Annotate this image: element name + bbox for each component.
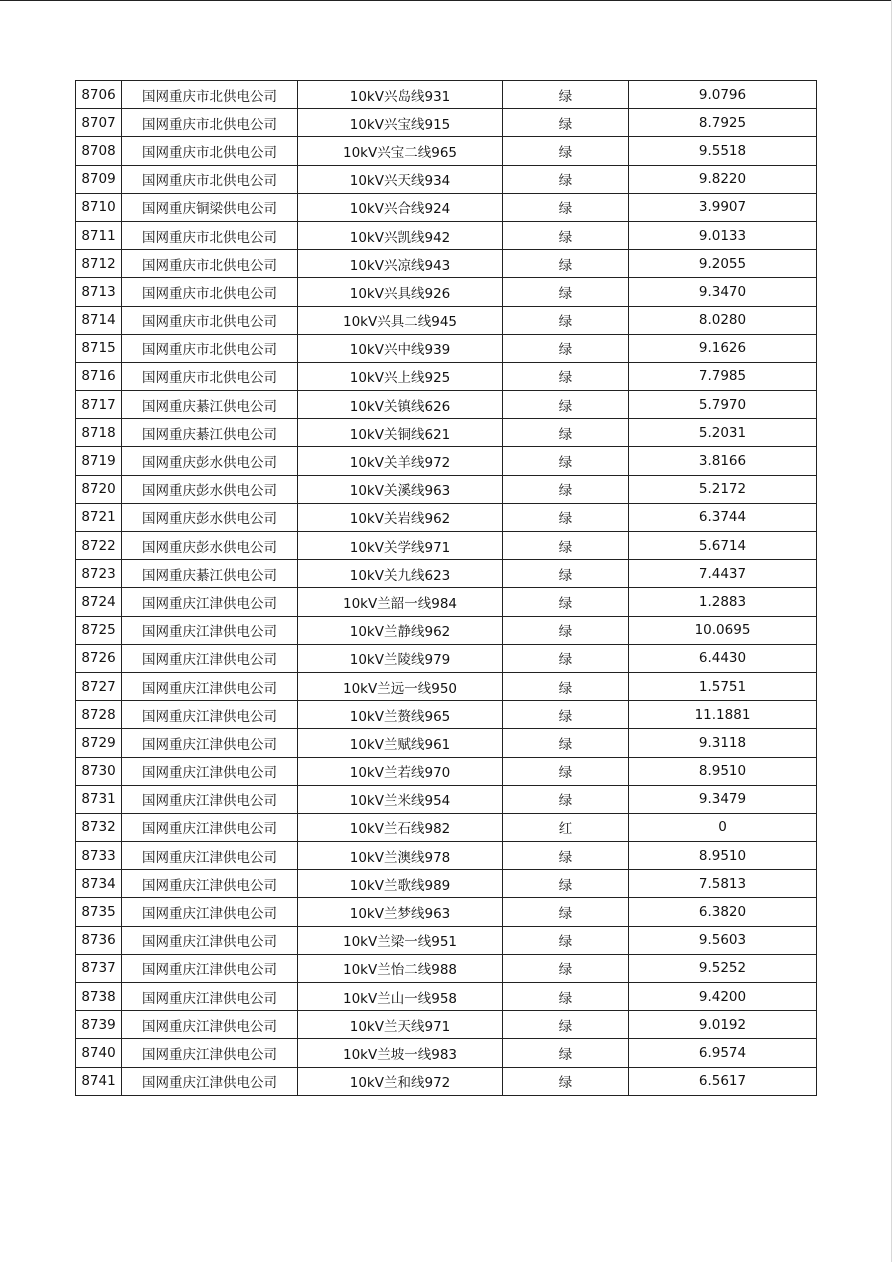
- status-cell: 绿: [503, 165, 629, 193]
- value-cell: 9.3479: [629, 785, 817, 813]
- line-name-cell: 10kV兰石线982: [298, 813, 503, 841]
- company-cell: 国网重庆市北供电公司: [122, 362, 298, 390]
- row-number-cell: 8732: [76, 813, 122, 841]
- status-cell: 绿: [503, 1011, 629, 1039]
- row-number-cell: 8710: [76, 193, 122, 221]
- line-name-cell: 10kV兴合线924: [298, 193, 503, 221]
- status-cell: 绿: [503, 983, 629, 1011]
- value-cell: 1.5751: [629, 672, 817, 700]
- status-cell: 绿: [503, 842, 629, 870]
- table-row: [76, 1067, 817, 1095]
- line-name-cell: 10kV兰梁一线951: [298, 926, 503, 954]
- table-row: [76, 137, 817, 165]
- table-row: [76, 616, 817, 644]
- row-number-cell: 8709: [76, 165, 122, 193]
- row-number-cell: 8736: [76, 926, 122, 954]
- status-cell: 绿: [503, 729, 629, 757]
- row-number-cell: 8712: [76, 250, 122, 278]
- value-cell: 9.5603: [629, 926, 817, 954]
- table-row: [76, 898, 817, 926]
- table-row: [76, 729, 817, 757]
- value-cell: 9.8220: [629, 165, 817, 193]
- company-cell: 国网重庆市北供电公司: [122, 278, 298, 306]
- line-name-cell: 10kV关九线623: [298, 560, 503, 588]
- table-row: [76, 813, 817, 841]
- line-name-cell: 10kV兴宝线915: [298, 109, 503, 137]
- row-number-cell: 8737: [76, 954, 122, 982]
- status-cell: 绿: [503, 954, 629, 982]
- row-number-cell: 8731: [76, 785, 122, 813]
- row-number-cell: 8734: [76, 870, 122, 898]
- value-cell: 9.5518: [629, 137, 817, 165]
- status-cell: 绿: [503, 1039, 629, 1067]
- table-row: [76, 870, 817, 898]
- table-row: [76, 644, 817, 672]
- table-row: [76, 81, 817, 109]
- line-name-cell: 10kV兰和线972: [298, 1067, 503, 1095]
- line-name-cell: 10kV兰米线954: [298, 785, 503, 813]
- status-cell: 绿: [503, 362, 629, 390]
- row-number-cell: 8719: [76, 447, 122, 475]
- line-name-cell: 10kV兰坡一线983: [298, 1039, 503, 1067]
- value-cell: 8.7925: [629, 109, 817, 137]
- table-row: [76, 306, 817, 334]
- company-cell: 国网重庆江津供电公司: [122, 616, 298, 644]
- row-number-cell: 8722: [76, 532, 122, 560]
- line-name-cell: 10kV兴天线934: [298, 165, 503, 193]
- row-number-cell: 8714: [76, 306, 122, 334]
- company-cell: 国网重庆江津供电公司: [122, 785, 298, 813]
- line-name-cell: 10kV关溪线963: [298, 475, 503, 503]
- company-cell: 国网重庆彭水供电公司: [122, 475, 298, 503]
- company-cell: 国网重庆市北供电公司: [122, 109, 298, 137]
- table-row: [76, 672, 817, 700]
- status-cell: 绿: [503, 898, 629, 926]
- status-cell: 绿: [503, 306, 629, 334]
- value-cell: 9.5252: [629, 954, 817, 982]
- status-cell: 绿: [503, 926, 629, 954]
- company-cell: 国网重庆彭水供电公司: [122, 532, 298, 560]
- company-cell: 国网重庆市北供电公司: [122, 250, 298, 278]
- row-number-cell: 8717: [76, 391, 122, 419]
- row-number-cell: 8715: [76, 334, 122, 362]
- line-name-cell: 10kV兰静线962: [298, 616, 503, 644]
- value-cell: 9.0133: [629, 221, 817, 249]
- line-name-cell: 10kV兰怡二线988: [298, 954, 503, 982]
- table-row: [76, 165, 817, 193]
- company-cell: 国网重庆江津供电公司: [122, 1067, 298, 1095]
- value-cell: 5.7970: [629, 391, 817, 419]
- line-name-cell: 10kV兰赋线961: [298, 729, 503, 757]
- table-row: [76, 560, 817, 588]
- row-number-cell: 8728: [76, 701, 122, 729]
- status-cell: 绿: [503, 278, 629, 306]
- row-number-cell: 8726: [76, 644, 122, 672]
- line-name-cell: 10kV兴具二线945: [298, 306, 503, 334]
- table-row: [76, 785, 817, 813]
- value-cell: 6.3744: [629, 503, 817, 531]
- value-cell: 9.2055: [629, 250, 817, 278]
- company-cell: 国网重庆江津供电公司: [122, 757, 298, 785]
- table-row: [76, 588, 817, 616]
- line-name-cell: 10kV兴岛线931: [298, 81, 503, 109]
- line-name-cell: 10kV兰山一线958: [298, 983, 503, 1011]
- value-cell: 3.8166: [629, 447, 817, 475]
- table-row: [76, 926, 817, 954]
- company-cell: 国网重庆市北供电公司: [122, 306, 298, 334]
- value-cell: 9.3118: [629, 729, 817, 757]
- status-cell: 绿: [503, 616, 629, 644]
- line-name-cell: 10kV兴凉线943: [298, 250, 503, 278]
- company-cell: 国网重庆江津供电公司: [122, 842, 298, 870]
- value-cell: 7.7985: [629, 362, 817, 390]
- status-cell: 绿: [503, 137, 629, 165]
- company-cell: 国网重庆江津供电公司: [122, 870, 298, 898]
- row-number-cell: 8727: [76, 672, 122, 700]
- company-cell: 国网重庆江津供电公司: [122, 672, 298, 700]
- value-cell: 9.0796: [629, 81, 817, 109]
- table-row: [76, 842, 817, 870]
- table-body: [76, 81, 817, 1096]
- value-cell: 6.5617: [629, 1067, 817, 1095]
- status-cell: 绿: [503, 503, 629, 531]
- line-name-cell: 10kV兰梦线963: [298, 898, 503, 926]
- value-cell: 1.2883: [629, 588, 817, 616]
- line-name-cell: 10kV关岩线962: [298, 503, 503, 531]
- company-cell: 国网重庆江津供电公司: [122, 1011, 298, 1039]
- table-row: [76, 334, 817, 362]
- table-row: [76, 250, 817, 278]
- table-row: [76, 1011, 817, 1039]
- page-top-rule: [0, 0, 892, 1]
- status-cell: 绿: [503, 757, 629, 785]
- status-cell: 绿: [503, 193, 629, 221]
- line-name-cell: 10kV兰远一线950: [298, 672, 503, 700]
- status-cell: 绿: [503, 1067, 629, 1095]
- table-row: [76, 1039, 817, 1067]
- table-row: [76, 193, 817, 221]
- row-number-cell: 8738: [76, 983, 122, 1011]
- status-cell: 绿: [503, 588, 629, 616]
- table-row: [76, 475, 817, 503]
- company-cell: 国网重庆江津供电公司: [122, 898, 298, 926]
- company-cell: 国网重庆市北供电公司: [122, 221, 298, 249]
- value-cell: 10.0695: [629, 616, 817, 644]
- status-cell: 绿: [503, 644, 629, 672]
- row-number-cell: 8741: [76, 1067, 122, 1095]
- value-cell: 3.9907: [629, 193, 817, 221]
- status-cell: 绿: [503, 221, 629, 249]
- row-number-cell: 8725: [76, 616, 122, 644]
- table-row: [76, 362, 817, 390]
- row-number-cell: 8707: [76, 109, 122, 137]
- table-row: [76, 701, 817, 729]
- value-cell: 7.4437: [629, 560, 817, 588]
- table-row: [76, 954, 817, 982]
- status-cell: 绿: [503, 701, 629, 729]
- value-cell: 8.9510: [629, 757, 817, 785]
- company-cell: 国网重庆綦江供电公司: [122, 560, 298, 588]
- status-cell: 绿: [503, 672, 629, 700]
- value-cell: 5.6714: [629, 532, 817, 560]
- value-cell: 8.0280: [629, 306, 817, 334]
- row-number-cell: 8716: [76, 362, 122, 390]
- status-cell: 红: [503, 813, 629, 841]
- status-cell: 绿: [503, 447, 629, 475]
- row-number-cell: 8729: [76, 729, 122, 757]
- status-cell: 绿: [503, 785, 629, 813]
- company-cell: 国网重庆江津供电公司: [122, 729, 298, 757]
- company-cell: 国网重庆市北供电公司: [122, 137, 298, 165]
- line-name-cell: 10kV兰若线970: [298, 757, 503, 785]
- company-cell: 国网重庆綦江供电公司: [122, 391, 298, 419]
- table-row: [76, 278, 817, 306]
- line-name-cell: 10kV兴中线939: [298, 334, 503, 362]
- value-cell: 6.3820: [629, 898, 817, 926]
- line-name-cell: 10kV兰陵线979: [298, 644, 503, 672]
- company-cell: 国网重庆江津供电公司: [122, 1039, 298, 1067]
- company-cell: 国网重庆市北供电公司: [122, 81, 298, 109]
- line-name-cell: 10kV兰歌线989: [298, 870, 503, 898]
- line-name-cell: 10kV兴上线925: [298, 362, 503, 390]
- status-cell: 绿: [503, 391, 629, 419]
- value-cell: 5.2031: [629, 419, 817, 447]
- value-cell: 5.2172: [629, 475, 817, 503]
- row-number-cell: 8724: [76, 588, 122, 616]
- status-cell: 绿: [503, 475, 629, 503]
- status-cell: 绿: [503, 81, 629, 109]
- company-cell: 国网重庆彭水供电公司: [122, 447, 298, 475]
- status-cell: 绿: [503, 109, 629, 137]
- row-number-cell: 8708: [76, 137, 122, 165]
- feeder-status-table: [75, 80, 817, 1096]
- line-name-cell: 10kV兰澳线978: [298, 842, 503, 870]
- company-cell: 国网重庆彭水供电公司: [122, 503, 298, 531]
- company-cell: 国网重庆綦江供电公司: [122, 419, 298, 447]
- value-cell: 8.9510: [629, 842, 817, 870]
- value-cell: 11.1881: [629, 701, 817, 729]
- company-cell: 国网重庆江津供电公司: [122, 813, 298, 841]
- line-name-cell: 10kV兰韶一线984: [298, 588, 503, 616]
- row-number-cell: 8718: [76, 419, 122, 447]
- company-cell: 国网重庆江津供电公司: [122, 588, 298, 616]
- line-name-cell: 10kV兴凯线942: [298, 221, 503, 249]
- value-cell: 6.9574: [629, 1039, 817, 1067]
- row-number-cell: 8735: [76, 898, 122, 926]
- value-cell: 9.4200: [629, 983, 817, 1011]
- table-row: [76, 221, 817, 249]
- status-cell: 绿: [503, 419, 629, 447]
- value-cell: 9.1626: [629, 334, 817, 362]
- row-number-cell: 8733: [76, 842, 122, 870]
- row-number-cell: 8720: [76, 475, 122, 503]
- company-cell: 国网重庆江津供电公司: [122, 983, 298, 1011]
- row-number-cell: 8730: [76, 757, 122, 785]
- line-name-cell: 10kV兰赘线965: [298, 701, 503, 729]
- status-cell: 绿: [503, 532, 629, 560]
- company-cell: 国网重庆江津供电公司: [122, 926, 298, 954]
- company-cell: 国网重庆江津供电公司: [122, 701, 298, 729]
- table-row: [76, 391, 817, 419]
- row-number-cell: 8723: [76, 560, 122, 588]
- value-cell: 6.4430: [629, 644, 817, 672]
- value-cell: 9.0192: [629, 1011, 817, 1039]
- status-cell: 绿: [503, 870, 629, 898]
- company-cell: 国网重庆江津供电公司: [122, 954, 298, 982]
- line-name-cell: 10kV兴具线926: [298, 278, 503, 306]
- table-row: [76, 757, 817, 785]
- table-row: [76, 109, 817, 137]
- row-number-cell: 8713: [76, 278, 122, 306]
- status-cell: 绿: [503, 334, 629, 362]
- table-row: [76, 983, 817, 1011]
- line-name-cell: 10kV关羊线972: [298, 447, 503, 475]
- row-number-cell: 8739: [76, 1011, 122, 1039]
- table-row: [76, 447, 817, 475]
- row-number-cell: 8721: [76, 503, 122, 531]
- row-number-cell: 8740: [76, 1039, 122, 1067]
- line-name-cell: 10kV关铜线621: [298, 419, 503, 447]
- table-row: [76, 532, 817, 560]
- line-name-cell: 10kV兴宝二线965: [298, 137, 503, 165]
- row-number-cell: 8711: [76, 221, 122, 249]
- table-row: [76, 503, 817, 531]
- company-cell: 国网重庆市北供电公司: [122, 165, 298, 193]
- line-name-cell: 10kV关学线971: [298, 532, 503, 560]
- value-cell: 9.3470: [629, 278, 817, 306]
- line-name-cell: 10kV关镇线626: [298, 391, 503, 419]
- line-name-cell: 10kV兰天线971: [298, 1011, 503, 1039]
- row-number-cell: 8706: [76, 81, 122, 109]
- table-row: [76, 419, 817, 447]
- status-cell: 绿: [503, 250, 629, 278]
- company-cell: 国网重庆市北供电公司: [122, 334, 298, 362]
- value-cell: 0: [629, 813, 817, 841]
- status-cell: 绿: [503, 560, 629, 588]
- value-cell: 7.5813: [629, 870, 817, 898]
- company-cell: 国网重庆铜梁供电公司: [122, 193, 298, 221]
- company-cell: 国网重庆江津供电公司: [122, 644, 298, 672]
